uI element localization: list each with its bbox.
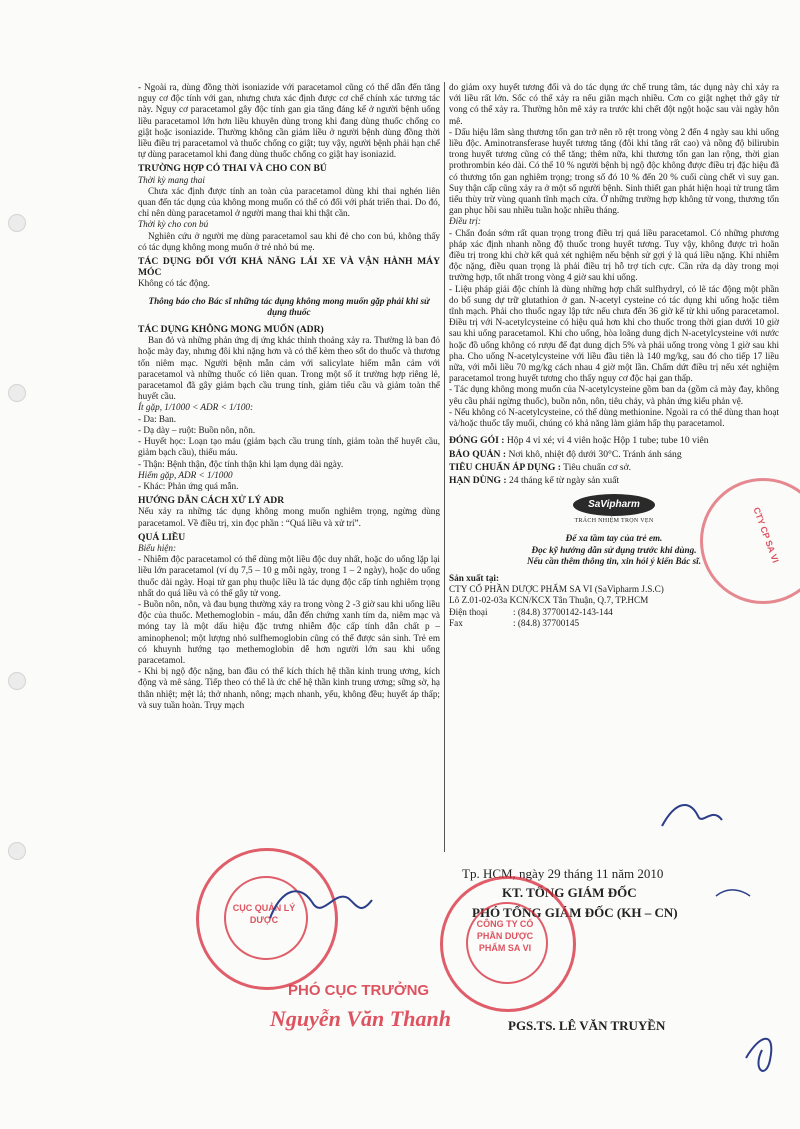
binder-hole-upper xyxy=(8,384,26,402)
standard-label: TIÊU CHUẨN ÁP DỤNG : xyxy=(449,461,561,473)
section-heading: TÁC DỤNG KHÔNG MONG MUỐN (ADR) xyxy=(138,324,324,336)
fax-value: : (84.8) 37700145 xyxy=(513,617,580,628)
packaging-section xyxy=(449,435,779,486)
subheading: Biểu hiện: xyxy=(138,542,177,553)
paragraph: - Liệu pháp giải độc chính là dùng những hợp chất sulfhydryl, có lẽ tác động một phần do bổ sung dự trữ glutathion ở gan. N-acetyl cysteine có tác dụng khi uống hoặc tiêm tĩnh mạch. Phải cho thuốc ngay lập tức nếu chưa đến 36 giờ kể từ khi uống paracetamol. Điều trị với N-acetylcysteine có hiệu quả hơn khi cho thuốc trong thời gian dưới 10 giờ sau khi uống paracetamol. Khi cho uống, hòa loãng dung dịch N-acetylcysteine với nước hoặc đồ uống không có rượu để đạt dung dịch 5% và phải uống trong vòng 1 giờ sau khi pha. Cho uống N-acetylcysteine với liều đầu tiên là 140 mg/kg, sau đó cho tiếp 17 liều nữa, với mỗi liều 70 mg/kg cách nhau 4 giờ một lần. Chấm dứt điều trị nếu xét nghiệm paracetamol trong huyết tương cho thấy nguy cơ độc hại gan thấp. xyxy=(449,283,779,384)
fax-label: Fax xyxy=(449,617,463,628)
manufacturer-label: Sản xuất tại xyxy=(449,572,496,583)
subheading: Thời kỳ cho con bú xyxy=(138,219,209,230)
paragraph: - Khi bị ngộ độc nặng, ban đầu có thể kích thích hệ thần kinh trung ương, kích động và mê sảng. Tiếp theo có thể là ức chế hệ thần kinh trung ương; sững sờ, hạ thân nhiệt; mệt lả; thở nhanh, nông; mạch nhanh, yếu, không đều; huyết áp thấp; và suy tuần hoàn. Trụy mạch xyxy=(138,666,440,710)
notice-text: Thông báo cho Bác sĩ những tác dụng không mong muốn gặp phải khi sử dụng thuốc xyxy=(148,295,430,317)
company-logo: SaVipharm xyxy=(573,494,655,516)
phone-label: Điện thoại xyxy=(449,606,488,617)
manufacturer-block: Sản xuất tại: CTY CỔ PHẦN DƯỢC PHẨM SA VI (SaVipharm J.S.C) Lô Z.01-02-03a KCN/KCX Tân Thuận, Q.7, TP.HCM Điện thoại : (84.8) 37700142-143-144 Fax : (84.8) 37700145 xyxy=(449,573,779,629)
standard-row xyxy=(449,462,779,473)
authority-stamp-text: CỤC QUẢN LÝ DƯỢC xyxy=(232,903,296,925)
authority-signer: Nguyễn Văn Thanh xyxy=(270,1006,451,1031)
binder-hole-lower xyxy=(8,672,26,690)
paragraph: Không có tác động. xyxy=(138,278,210,289)
paraph-stroke xyxy=(716,890,750,896)
packaging-row xyxy=(449,435,779,446)
storage-row xyxy=(449,449,779,460)
section-heading: HƯỚNG DẪN CÁCH XỬ LÝ ADR xyxy=(138,495,285,507)
paragraph: - Tác dụng không mong muốn của N-acetylcysteine gồm ban da (gồm cả mày đay, không yêu cầu phải ngừng thuốc), buồn nôn, nôn, tiêu chảy, và phản ứng kiểu phản vệ. xyxy=(449,384,779,406)
paragraph: do giảm oxy huyết tương đối và do tác dụng ức chế trung tâm, tác dụng này chỉ xảy ra với liều rất lớn. Sốc có thể xảy ra nếu giãn mạch nhiều. Cơn co giật nghẹt thở gây tử vong có thể xảy ra. Thường hôn mê xảy ra trước khi chết đột ngột hoặc sau vài ngày hôn mê. xyxy=(449,82,779,126)
logo-caption: TRÁCH NHIỆM TRỌN VẸN xyxy=(574,518,654,525)
packaging-value: Hộp 4 vỉ xé; vỉ 4 viên hoặc Hộp 1 tube; tube 10 viên xyxy=(506,435,709,447)
paragraph: - Nếu không có N-acetylcysteine, có thể dùng methionine. Ngoài ra có thể dùng than hoạt và/hoặc thuốc tẩy muối, chúng có khả năng làm giảm hấp thụ paracetamol. xyxy=(449,406,779,429)
manufacturer-contacts xyxy=(449,607,779,629)
warning-line: Để xa tầm tay của trẻ em. xyxy=(565,533,663,544)
paragraph: - Thận: Bệnh thận, độc tính thận khi lạm dụng dài ngày. xyxy=(138,458,344,469)
packaging-label: ĐÓNG GÓI : xyxy=(449,435,505,447)
paragraph: - Dạ dày – ruột: Buồn nôn, nôn. xyxy=(138,424,256,435)
paragraph: - Buồn nôn, nôn, và đau bụng thường xảy ra trong vòng 2 -3 giờ sau khi uống liều độc của thuốc. Methemoglobin - máu, dẫn đến chứng xanh tím da, niêm mạc và móng tay là một dấu hiệu đặc trưng nhiễm độc cấp tính dẫn chất p – aminophenol; một lượng nhỏ sulfhemoglobin cũng có thể được sản sinh. Trẻ em có khuynh hướng tạo methemoglobin dễ hơn người lớn sau khi uống paracetamol. xyxy=(138,598,440,665)
paragraph: - Dấu hiệu lâm sàng thương tổn gan trở nên rõ rệt trong vòng 2 đến 4 ngày sau khi uống liều độc. Aminotransferase huyết tương tăng (đôi khi tăng rất cao) và nồng độ bilirubin trong huyết tương cũng có thể tăng; thêm nữa, khi thương tổn gan lan rộng, thời gian prothrombin kéo dài. Có thể 10 % người bệnh bị ngộ độc không được điều trị đặc hiệu đã có thương tổn gan nghiêm trọng; trong số đó 10 % đến 20 % cuối cùng chết vì suy gan. Suy thận cấp cũng xảy ra ở một số người bệnh. Sinh thiết gan phát hiện hoại tử trung tâm tiểu thùy trừ vùng quanh tĩnh mạch cửa. Ở những trường hợp không tử vong, thương tổn gan phục hồi sau nhiều tuần hoặc nhiều tháng. xyxy=(449,126,779,216)
subheading: Ít gặp, 1/1000 < ADR < 1/100: xyxy=(138,402,254,413)
paragraph: - Nhiễm độc paracetamol có thể dùng một liều độc duy nhất, hoặc do uống lặp lại liều lớn paracetamol (ví dụ 7,5 – 10 g mỗi ngày, trong 1 – 2 ngày), hoặc do uống thuốc dài ngày. Hoại tử gan phụ thuộc liều là tác dụng độc cấp tính nghiêm trọng nhất do quá liều và có thể gây tử vong. xyxy=(138,554,440,598)
paragraph: - Khác: Phản ứng quá mẫn. xyxy=(138,480,239,491)
storage-value: Nơi khô, nhiệt độ dưới 30°C. Tránh ánh sáng xyxy=(508,448,682,460)
paragraph: - Ngoài ra, dùng đồng thời isoniazide với paracetamol cũng có thể dẫn đến tăng nguy cơ độc tính với gan, nhưng chưa xác định được cơ chế chính xác tương tác này. Nguy cơ paracetamol gây độc tính gan gia tăng đáng kể ở người bệnh uống liều paracetamol lớn hơn liều khuyên dùng trong khi đang dùng thuốc chống co giật hoặc isoniazide. Thường không cần giảm liều ở người bệnh dùng đồng thời liều điều trị paracetamol và thuốc chống co giật; tuy vậy, người bệnh phải hạn chế tự dùng paracetamol khi đang dùng thuốc chống co giật hay isoniazid. xyxy=(138,82,440,160)
section-heading: TÁC DỤNG ĐỐI VỚI KHẢ NĂNG LÁI XE VÀ VẬN HÀNH MÁY MÓC xyxy=(138,256,440,279)
authority-role: PHÓ CỤC TRƯỞNG xyxy=(288,982,430,999)
company-stamp-text: CÔNG TY CỔ PHẦN DƯỢC PHẨM SA VI xyxy=(476,919,534,953)
expiry-row xyxy=(449,475,779,486)
subheading: Thời kỳ mang thai xyxy=(138,174,205,185)
margin-signature-stroke xyxy=(746,1039,771,1071)
signature-date: Tp. HCM, ngày 29 tháng 11 năm 2010 xyxy=(462,866,664,881)
storage-label: BẢO QUẢN : xyxy=(449,448,507,460)
subheading: Điều trị: xyxy=(449,216,481,227)
warning-line: Nếu cần thêm thông tin, xin hỏi ý kiến Bác sĩ. xyxy=(526,555,702,566)
paragraph: - Huyết học: Loạn tạo máu (giảm bạch cầu trung tính, giảm toàn thể huyết cầu, giảm bạch cầu), thiếu máu. xyxy=(138,436,440,458)
expiry-value: 24 tháng kể từ ngày sản xuất xyxy=(508,474,620,486)
column-divider xyxy=(444,82,445,852)
signer-name: PGS.TS. LÊ VĂN TRUYỀN xyxy=(508,1018,666,1033)
phone-value: : (84.8) 37700142-143-144 xyxy=(513,606,613,617)
paragraph: Chưa xác định được tính an toàn của paracetamol dùng khi thai nghén liên quan đến tác dụng của không mong muốn có thể có đối với phát triển thai. Do đó, chỉ nên dùng paracetamol ở người mang thai khi thật cần. xyxy=(138,185,440,219)
warning-line: Đọc kỹ hướng dẫn sử dụng trước khi dùng. xyxy=(531,544,697,555)
paragraph: Nếu xảy ra những tác dụng không mong muốn nghiêm trọng, ngừng dùng paracetamol. Về điều trị, xin đọc phần : “Quá liều và xử trí”. xyxy=(138,506,440,528)
edge-stamp-text: CTY CP SA VI xyxy=(751,505,781,565)
signature-title-1: KT. TỔNG GIÁM ĐỐC xyxy=(502,885,637,900)
binder-hole-top xyxy=(8,214,26,232)
manufacturer-name: CTY CỔ PHẦN DƯỢC PHẨM SA VI (SaVipharm J.S.C) xyxy=(449,584,664,595)
section-heading: TRƯỜNG HỢP CÓ THAI VÀ CHO CON BÚ xyxy=(138,163,327,175)
paragraph: Nghiên cứu ở người mẹ dùng paracetamol sau khi đẻ cho con bú, không thấy có tác dụng không mong muốn ở trẻ nhỏ bú mẹ. xyxy=(138,230,440,252)
section-heading: QUÁ LIỀU xyxy=(138,531,186,543)
paragraph: - Chẩn đoán sớm rất quan trọng trong điều trị quá liều paracetamol. Có những phương pháp xác định nhanh nồng độ thuốc trong huyết tương. Tuy vậy, không được trì hoãn điều trị trong khi chờ kết quả xét nghiệm nếu bệnh sử gợi ý là quá liều nặng. Khi nhiễm độc nặng, điều quan trọng là phải điều trị hỗ trợ tích cực. Cần rửa dạ dày trong mọi trường hợp, tốt nhất trong vòng 4 giờ sau khi uống. xyxy=(449,227,779,283)
signature-title-2: PHÓ TỔNG GIÁM ĐỐC (KH – CN) xyxy=(472,905,678,920)
binder-hole-bottom xyxy=(8,842,26,860)
right-signature-stroke xyxy=(662,805,722,826)
right-column-body xyxy=(449,82,779,429)
standard-value: Tiêu chuẩn cơ sở. xyxy=(563,461,632,473)
subheading: Hiếm gặp, ADR < 1/1000 xyxy=(138,469,233,480)
left-column xyxy=(138,82,440,711)
expiry-label: HẠN DÙNG : xyxy=(449,474,507,486)
manufacturer-address: Lô Z.01-02-03a KCN/KCX Tân Thuận, Q.7, TP.HCM xyxy=(449,595,649,606)
paragraph: - Da: Ban. xyxy=(138,413,177,424)
paragraph: Ban đỏ và những phản ứng dị ứng khác thỉnh thoảng xảy ra. Thường là ban đỏ hoặc mày đay, nhưng đôi khi nặng hơn và có thể kèm theo sốt do thuốc và thương tổn niêm mạc. Người bệnh mẫn cảm với salicylate hiếm mẫn cảm với paracetamol và những thuốc có liên quan. Trong một số ít trường hợp riêng lẻ, paracetamol đã gây giảm bạch cầu trung tính, giảm tiểu cầu và giảm toàn thể huyết cầu. xyxy=(138,335,440,402)
